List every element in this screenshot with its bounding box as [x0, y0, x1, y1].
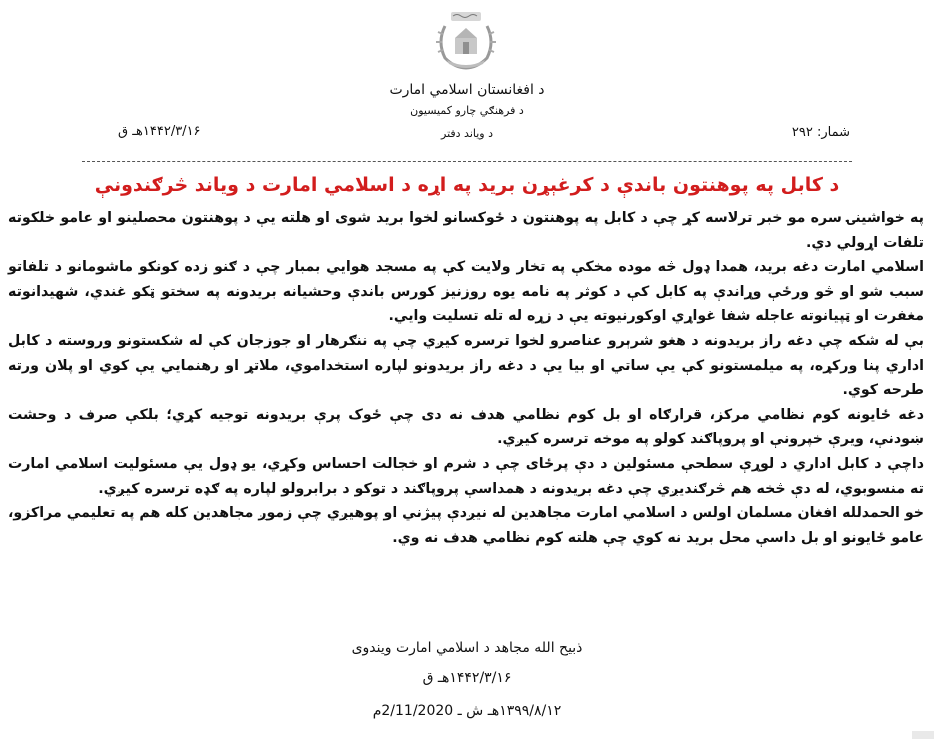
paragraph: بې له شکه چې دغه راز بریدونه د هغو شرېرو عناصرو لخوا ترسره کیږي چې په ننګرهار او جوزجان کې له شکستونو وروسته د کابل اداري پنا ورکړه، په میلمستونو کې یې ساتي او بیا یې د دغه راز بریدونو لپاره استخداموي، ملاتړ او رهنمايي یې کوي او پلان ورته طرحه کوي.: [8, 332, 924, 399]
signature-date-solar: ۱۳۹۹/۸/۱۲هـ ش ـ 2/11/2020م: [372, 703, 562, 719]
statement-body: [8, 206, 924, 550]
paragraph: په خواشینۍ سره مو خبر ترلاسه کړ چې د کابل په پوهنتون د ځوکسانو لخوا برید شوی او هلته یې د پوهنتون محصلینو او عامو خلکوته تلفات اړولي دي.: [8, 210, 924, 251]
office-name: د ویاند دفتر: [441, 127, 493, 140]
header-divider: [82, 161, 852, 163]
signature-name: ذبیح الله مجاهد د اسلامي امارت ویندوی: [351, 640, 583, 656]
page-corner-mark: [912, 731, 934, 739]
organization-subtitle: د فرهنګي چارو کمیسیون: [410, 104, 524, 117]
signature-date-hijri: ۱۴۴۲/۳/۱۶هـ ق: [422, 670, 512, 686]
organization-title: د افغانستان اسلامي امارت: [389, 82, 545, 98]
paragraph: خو الحمدلله افغان مسلمان اولس د اسلامي امارت مجاهدین له نیږدې پیژني او پوهیږي چې زموږ مجاهدین کله هم په تعلیمي مراکزو، عامو ځایونو او بل داسې محل برید نه کوي چې هلته کوم نظامي هدف نه وي.: [8, 505, 924, 546]
paragraph: اسلامي امارت دغه برید، همدا ډول څه موده مخکې په تخار ولایت کې په مسجد هوایي بمبار چې د ګنو زده کونکو ماشومانو د تلفاتو سبب شو او څو ورځې وړاندې په کابل کې د کوثر په نامه یوه روزنیز کورس باندې وحشیانه بریدونه په سختو ټکو غندي، شهیدانوته مغفرت او ټپیانوته عاجله شفا غواړي اوکورنیوته یې د زړه له تله تسلیت وایي.: [8, 259, 924, 325]
paragraph: داچې د کابل اداري د لوړې سطحې مسئولین د دې پرځای چې د شرم او خجالت احساس وکړي، یو ډول یې مسئولیت اسلامي امارت ته منسوبوي، له دې څخه هم څرګندیږي چې دغه بریدونه د همداسې پروپاګند د توکو د برابرولو لپاره په ګډه ترسره کیږي.: [8, 455, 924, 497]
header-date: ۱۴۴۲/۳/۱۶هـ ق: [118, 124, 201, 139]
emirate-emblem-icon: [431, 8, 501, 72]
serial-number: [792, 125, 850, 140]
paragraph: دغه ځایونه کوم نظامي مرکز، قرارګاه او بل کوم نظامي هدف نه دی چې ځوک پرې بریدونه توجیه کړي؛ بلکې صرف د وحشت ښودنې، ویرې خپرونې او پروپاګند کولو په موخه ترسره کیږي.: [8, 406, 924, 448]
serial-label: شمار:: [816, 125, 850, 140]
serial-value: ۲۹۲: [791, 125, 813, 140]
statement-headline: د کابل په پوهنتون باندې د کرغېړن برید په اړه د اسلامي امارت د ویاند څرګندونې: [94, 174, 840, 196]
